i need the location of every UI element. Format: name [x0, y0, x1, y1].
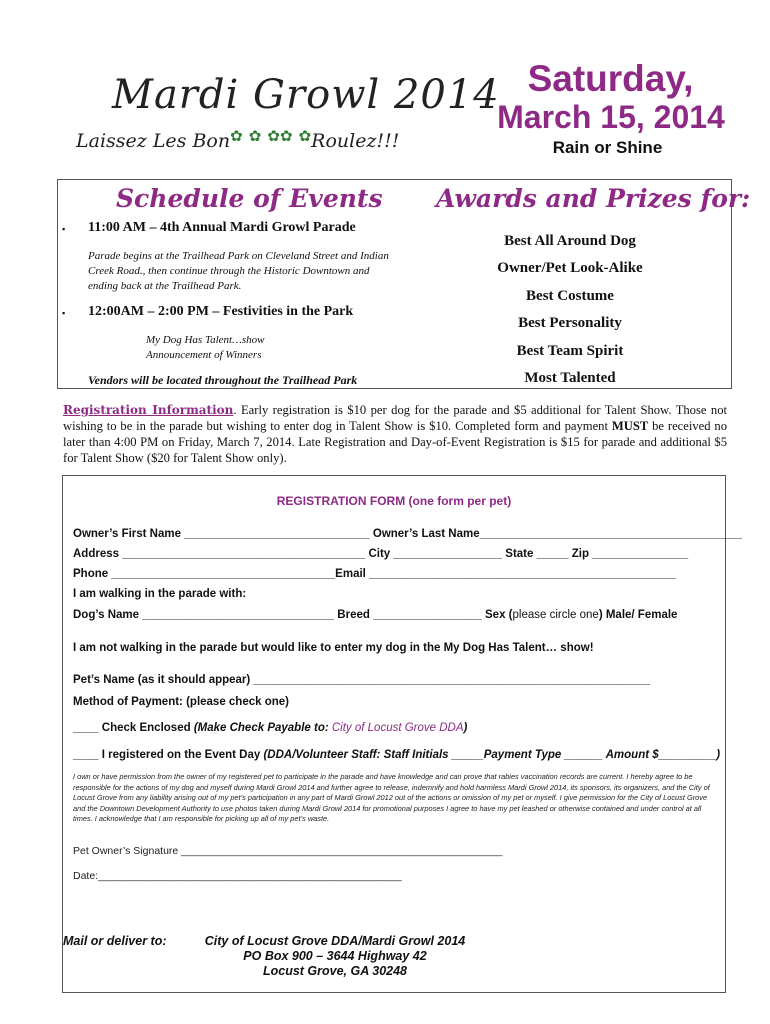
- award-item: Most Talented: [524, 370, 616, 386]
- not-walking-heading: I am not walking in the parade but would like to enter my dog in the My Dog Has Talent… show!: [73, 642, 594, 654]
- event-festivities-desc: [146, 333, 396, 363]
- pet-name-field[interactable]: Pet’s Name (as it should appear) ______________________________________________________________: [73, 674, 650, 686]
- mail-address-line: PO Box 900 – 3644 Highway 42: [243, 949, 427, 963]
- form-title: [62, 494, 726, 508]
- bullet-icon: ▪: [62, 224, 66, 234]
- liability-waiver: I own or have permission from the owner of my registered pet to participate in the parade and have knowledge and can prove that rabies vaccination records are current. I hereby agree to be responsible for the actions of my dog and myself during Mardi Growl 2014 and further agree to release, indemnify and hold harmless Mardi Growl 2014, its sponsors, its organizers, and the City of Locust Grove from any liability arising out of my pet’s participation in any part of Mardi Growl 2012 out of the actions or omission of my pet or myself. I give permission for the City of Locust Grove and the Downtown Development Authority to use photos taken during Mardi Growl 2014 for promotional purposes I agree to have my pet leashed or otherwise contained and under control at all times. I acknowledge that I am responsible for picking up all of my pet’s waste.: [73, 772, 710, 823]
- signature-field[interactable]: Pet Owner’s Signature _______________________________________________________: [73, 845, 503, 857]
- owner-name-fields[interactable]: Owner’s First Name _____________________________ Owner’s Last Name_________________________________________: [73, 528, 742, 540]
- event-parade-title: 11:00 AM – 4th Annual Mardi Growl Parade: [88, 220, 356, 235]
- paw-icon: ✿: [248, 127, 262, 145]
- weather-note: Rain or Shine: [552, 138, 663, 157]
- circle-instruction: please circle one: [512, 609, 599, 621]
- event-festivities-title: 12:00AM – 2:00 PM – Festivities in the Park: [88, 304, 354, 319]
- sex-options[interactable]: ) Male/ Female: [598, 609, 678, 621]
- event-parade-desc: [88, 249, 398, 294]
- check-enclosed-label[interactable]: ____ Check Enclosed: [73, 722, 194, 734]
- awards-heading: Awards and Prizes for:: [436, 184, 751, 213]
- desc-line: Parade begins at the Trailhead Park on Cleveland Street and Indian: [88, 250, 389, 262]
- staff-use-fields: (DDA/Volunteer Staff: Staff Initials _____Payment Type ______ Amount $_________): [263, 749, 721, 761]
- tagline-start: Laissez Les Bon: [76, 130, 231, 152]
- tagline-end: Roulez!!!: [311, 130, 400, 152]
- payment-method-label: Method of Payment: (please check one): [73, 696, 289, 708]
- mail-label: Mail or deliver to:: [63, 934, 167, 948]
- check-enclosed-option[interactable]: [73, 722, 467, 734]
- event-tagline: [76, 127, 400, 152]
- desc-line: Announcement of Winners: [146, 349, 262, 361]
- registration-info: [63, 402, 727, 466]
- paw-icon: ✿: [230, 127, 243, 145]
- dog-name-breed[interactable]: Dog’s Name ______________________________ Breed _________________ Sex (: [73, 609, 513, 621]
- award-item: Best All Around Dog: [504, 233, 636, 249]
- must-emphasis: MUST: [611, 419, 649, 433]
- event-day: Saturday,: [527, 58, 694, 99]
- event-day-option[interactable]: [73, 749, 720, 761]
- paw-icon: ✿: [279, 127, 293, 145]
- walking-heading: I am walking in the parade with:: [73, 588, 247, 600]
- paw-icon: ✿: [267, 127, 280, 145]
- paw-icon: ✿: [298, 127, 312, 145]
- schedule-heading: Schedule of Events: [116, 184, 383, 213]
- event-day-label[interactable]: ____ I registered on the Event Day: [73, 749, 264, 761]
- address-fields[interactable]: Address ______________________________________ City _________________ State _____ Zip _______________: [73, 548, 689, 560]
- check-payable-note: (Make Check Payable to:: [193, 722, 332, 734]
- award-item: Best Personality: [518, 315, 622, 331]
- desc-line: Creek Road., then continue through the Historic Downtown and: [88, 265, 370, 277]
- dog-info-fields[interactable]: [73, 609, 677, 621]
- form-title-bold: REGISTRATION FORM: [276, 494, 406, 508]
- check-payable-close: ): [463, 722, 468, 734]
- bullet-icon: ▪: [62, 308, 66, 318]
- phone-email-fields[interactable]: Phone ___________________________________Email ________________________________________________: [73, 568, 677, 580]
- event-title: Mardi Growl 2014: [112, 72, 500, 118]
- registration-info-label: Registration Information: [63, 403, 234, 417]
- award-item: Best Costume: [526, 288, 614, 304]
- registration-info-text-2: be received no later than 4:00 PM on Friday, March 7, 2014. Late Registration and Day-of-Event Registration is $15 for parade and additional $5 for Talent Show ($20 for Talent Show only).: [63, 419, 727, 465]
- date-field[interactable]: Date:____________________________________________________: [73, 870, 402, 882]
- desc-line: ending back at the Trailhead Park.: [88, 280, 242, 292]
- registration-info-text: . Early registration is $10 per dog for the parade and $5 additional for Talent Show. Those not wishing to be in the parade but wishing to enter dog in Talent Show is $10. Completed form and payment: [63, 403, 727, 433]
- mail-address-line: Locust Grove, GA 30248: [262, 964, 408, 978]
- award-item: Best Team Spirit: [516, 343, 624, 359]
- award-item: Owner/Pet Look-Alike: [497, 260, 643, 276]
- vendors-note: Vendors will be located throughout the Trailhead Park: [88, 373, 358, 387]
- payee-name: City of Locust Grove DDA: [331, 722, 464, 734]
- mail-address-line: City of Locust Grove DDA/Mardi Growl 2014: [204, 934, 466, 948]
- form-title-rest: (one form per pet): [405, 494, 512, 508]
- event-date: March 15, 2014: [497, 99, 725, 135]
- desc-line: My Dog Has Talent…show: [146, 334, 265, 346]
